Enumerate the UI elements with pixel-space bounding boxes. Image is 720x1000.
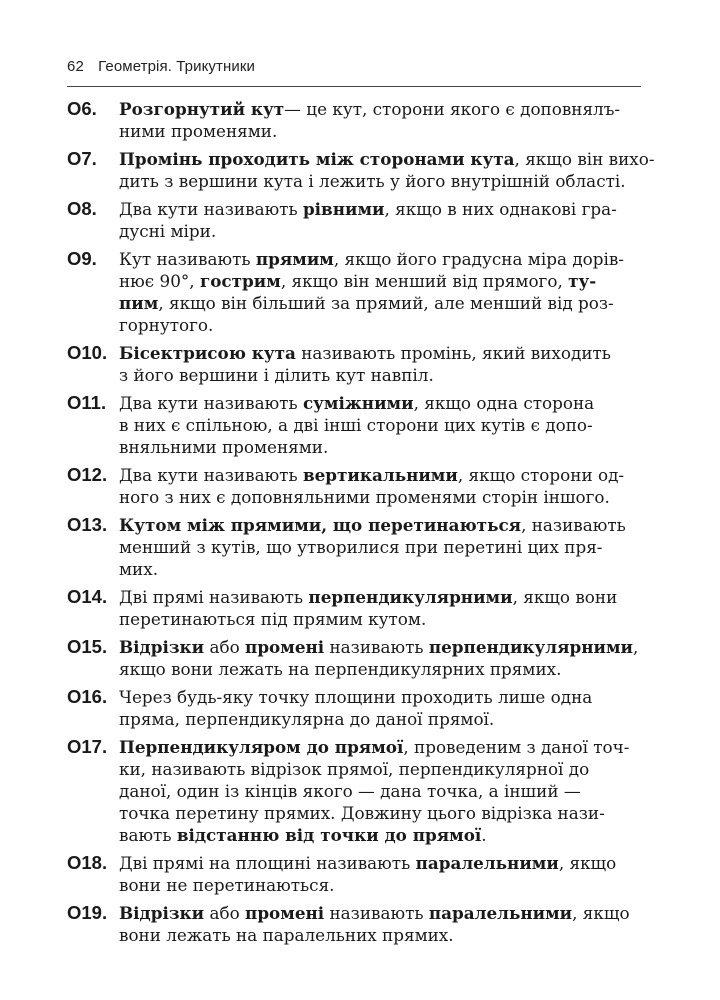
definition-line <box>67 120 653 142</box>
term-bold: Відрізки <box>119 637 205 657</box>
term-bold: Промінь проходить між сторонами кута <box>119 149 515 169</box>
term-bold: Бісектрисою кута <box>119 343 296 363</box>
term-bold: промені <box>245 903 325 923</box>
definition-line <box>67 364 653 386</box>
definition-line <box>67 736 653 758</box>
text-run: якщо вони лежать на перпендикулярних прямих. <box>119 659 562 679</box>
text-run: пряма, перпендикулярна до даної прямої. <box>119 709 495 729</box>
text-run: або <box>204 903 246 923</box>
text-run: вони лежать на паралельних прямих. <box>119 925 454 945</box>
text-run: називають <box>324 637 429 657</box>
page-number: 62 <box>67 58 84 75</box>
term-bold: паралельними <box>428 903 573 923</box>
term-bold: Розгорнутий кут <box>119 99 285 119</box>
term-bold: Перпендикуляром до прямої <box>119 737 404 757</box>
text-run: , якщо його градусна міра дорів- <box>333 249 624 269</box>
definition-code: О12. <box>67 464 108 485</box>
text-run: дить з вершини кута і лежить у його внутрішній області. <box>119 171 626 191</box>
term-bold: рівними <box>302 199 385 219</box>
definition-line <box>67 148 653 170</box>
definition-item <box>67 636 653 680</box>
text-run: горнутого. <box>119 315 214 335</box>
definition-line <box>67 314 653 336</box>
definition-line <box>67 636 653 658</box>
definition-item <box>67 902 653 946</box>
text-run: , якщо в них однакові гра- <box>384 199 617 219</box>
text-run: , якщо він вихо- <box>514 149 655 169</box>
definition-line <box>67 902 653 924</box>
definition-item <box>67 586 653 630</box>
definition-code: О17. <box>67 736 108 757</box>
text-run: Кут називають <box>119 249 256 269</box>
text-run: даної, один із кінців якого — дана точка, а інший — <box>119 781 581 801</box>
text-run: ними променями. <box>119 121 278 141</box>
term-bold: перпендикулярними <box>308 587 513 607</box>
running-head <box>67 58 255 75</box>
text-run: Два кути називають <box>119 199 303 219</box>
text-run: . <box>481 825 487 845</box>
text-run: ного з них є доповняльними променями сторін іншого. <box>119 487 610 507</box>
term-bold: Відрізки <box>119 903 205 923</box>
text-run: дусні міри. <box>119 221 217 241</box>
definition-line <box>67 198 653 220</box>
definition-code: О11. <box>67 392 107 413</box>
text-run: менший з кутів, що утворилися при перетині цих пря- <box>119 537 603 557</box>
text-run: , якщо <box>572 903 630 923</box>
text-run: або <box>204 637 246 657</box>
term-bold: вертикальними <box>302 465 458 485</box>
section-title: Геометрія. Трикутники <box>98 58 255 75</box>
text-run: Два кути називають <box>119 393 303 413</box>
text-run: в них є спільною, а дві інші сторони цих кутів є допо- <box>119 415 593 435</box>
definition-line <box>67 608 653 630</box>
definition-line <box>67 874 653 896</box>
definition-item <box>67 686 653 730</box>
definition-item <box>67 514 653 580</box>
term-bold: пим <box>119 293 159 313</box>
text-run: Дві прямі на площині називають <box>119 853 416 873</box>
definition-item <box>67 342 653 386</box>
text-run: , називають <box>521 515 626 535</box>
definition-line <box>67 514 653 536</box>
text-run: вняльними променями. <box>119 437 329 457</box>
text-run: ки, називають відрізок прямої, перпендикулярної до <box>119 759 590 779</box>
definition-line <box>67 852 653 874</box>
term-bold: гострим <box>199 271 281 291</box>
definition-line <box>67 392 653 414</box>
text-run: перетинаються під прямим кутом. <box>119 609 427 629</box>
definition-line <box>67 220 653 242</box>
definition-line <box>67 924 653 946</box>
text-run: вають <box>119 825 177 845</box>
definition-code: О10. <box>67 342 108 363</box>
term-bold: прямим <box>255 249 334 269</box>
term-bold: Кутом між прямими, що перетинаються <box>119 515 522 535</box>
definition-line <box>67 658 653 680</box>
definition-line <box>67 536 653 558</box>
definitions-list <box>67 98 653 952</box>
text-run: , якщо сторони од- <box>457 465 625 485</box>
definition-code: О8. <box>67 198 97 219</box>
text-run: називають <box>324 903 429 923</box>
definition-code: О18. <box>67 852 108 873</box>
term-bold: відстанню від точки до прямої <box>176 825 482 845</box>
text-run: мих. <box>119 559 159 579</box>
definition-line <box>67 436 653 458</box>
text-run: , якщо вони <box>512 587 618 607</box>
definition-item <box>67 852 653 896</box>
definition-line <box>67 802 653 824</box>
text-run: , якщо він більший за прямий, але менший від роз- <box>158 293 614 313</box>
definition-line <box>67 758 653 780</box>
definition-code: О19. <box>67 902 108 923</box>
definition-line <box>67 586 653 608</box>
definition-line <box>67 686 653 708</box>
definition-code: О9. <box>67 248 97 269</box>
definition-code: О7. <box>67 148 97 169</box>
definition-item <box>67 248 653 336</box>
term-bold: промені <box>245 637 325 657</box>
definition-line <box>67 170 653 192</box>
definition-code: О6. <box>67 98 97 119</box>
text-run: Через будь-яку точку площини проходить лише одна <box>119 687 593 707</box>
definition-line <box>67 464 653 486</box>
definition-item <box>67 464 653 508</box>
definition-line <box>67 486 653 508</box>
text-run: , проведеним з даної точ- <box>403 737 630 757</box>
text-run: вони не перетинаються. <box>119 875 335 895</box>
text-run: , якщо <box>558 853 617 873</box>
definition-item <box>67 198 653 242</box>
definition-item <box>67 392 653 458</box>
definition-code: О14. <box>67 586 108 607</box>
definition-line <box>67 824 653 846</box>
text-run: Два кути називають <box>119 465 303 485</box>
text-run: називають промінь, який виходить <box>295 343 611 363</box>
definition-line <box>67 98 653 120</box>
definition-code: О13. <box>67 514 108 535</box>
definition-line <box>67 270 653 292</box>
definition-line <box>67 414 653 436</box>
definition-line <box>67 558 653 580</box>
text-run: , <box>633 637 639 657</box>
term-bold: паралельними <box>415 853 559 873</box>
text-run: нює 90°, <box>119 271 200 291</box>
definition-line <box>67 342 653 364</box>
definition-item <box>67 98 653 142</box>
definition-line <box>67 248 653 270</box>
text-run: Дві прямі називають <box>119 587 309 607</box>
text-run: , якщо одна сторона <box>413 393 595 413</box>
definition-line <box>67 780 653 802</box>
term-bold: перпендикулярними <box>428 637 633 657</box>
definition-item <box>67 148 653 192</box>
text-run: — це кут, сторони якого є доповнялъ- <box>284 99 621 119</box>
term-bold: ту- <box>568 271 597 291</box>
definition-line <box>67 292 653 314</box>
header-rule <box>67 86 641 87</box>
definition-code: О15. <box>67 636 108 657</box>
text-run: , якщо він менший від прямого, <box>280 271 569 291</box>
term-bold: суміжними <box>302 393 414 413</box>
text-run: з його вершини і ділить кут навпіл. <box>119 365 434 385</box>
definition-item <box>67 736 653 846</box>
text-run: точка перетину прямих. Довжину цього відрізка нази- <box>119 803 605 823</box>
definition-line <box>67 708 653 730</box>
definition-code: О16. <box>67 686 108 707</box>
